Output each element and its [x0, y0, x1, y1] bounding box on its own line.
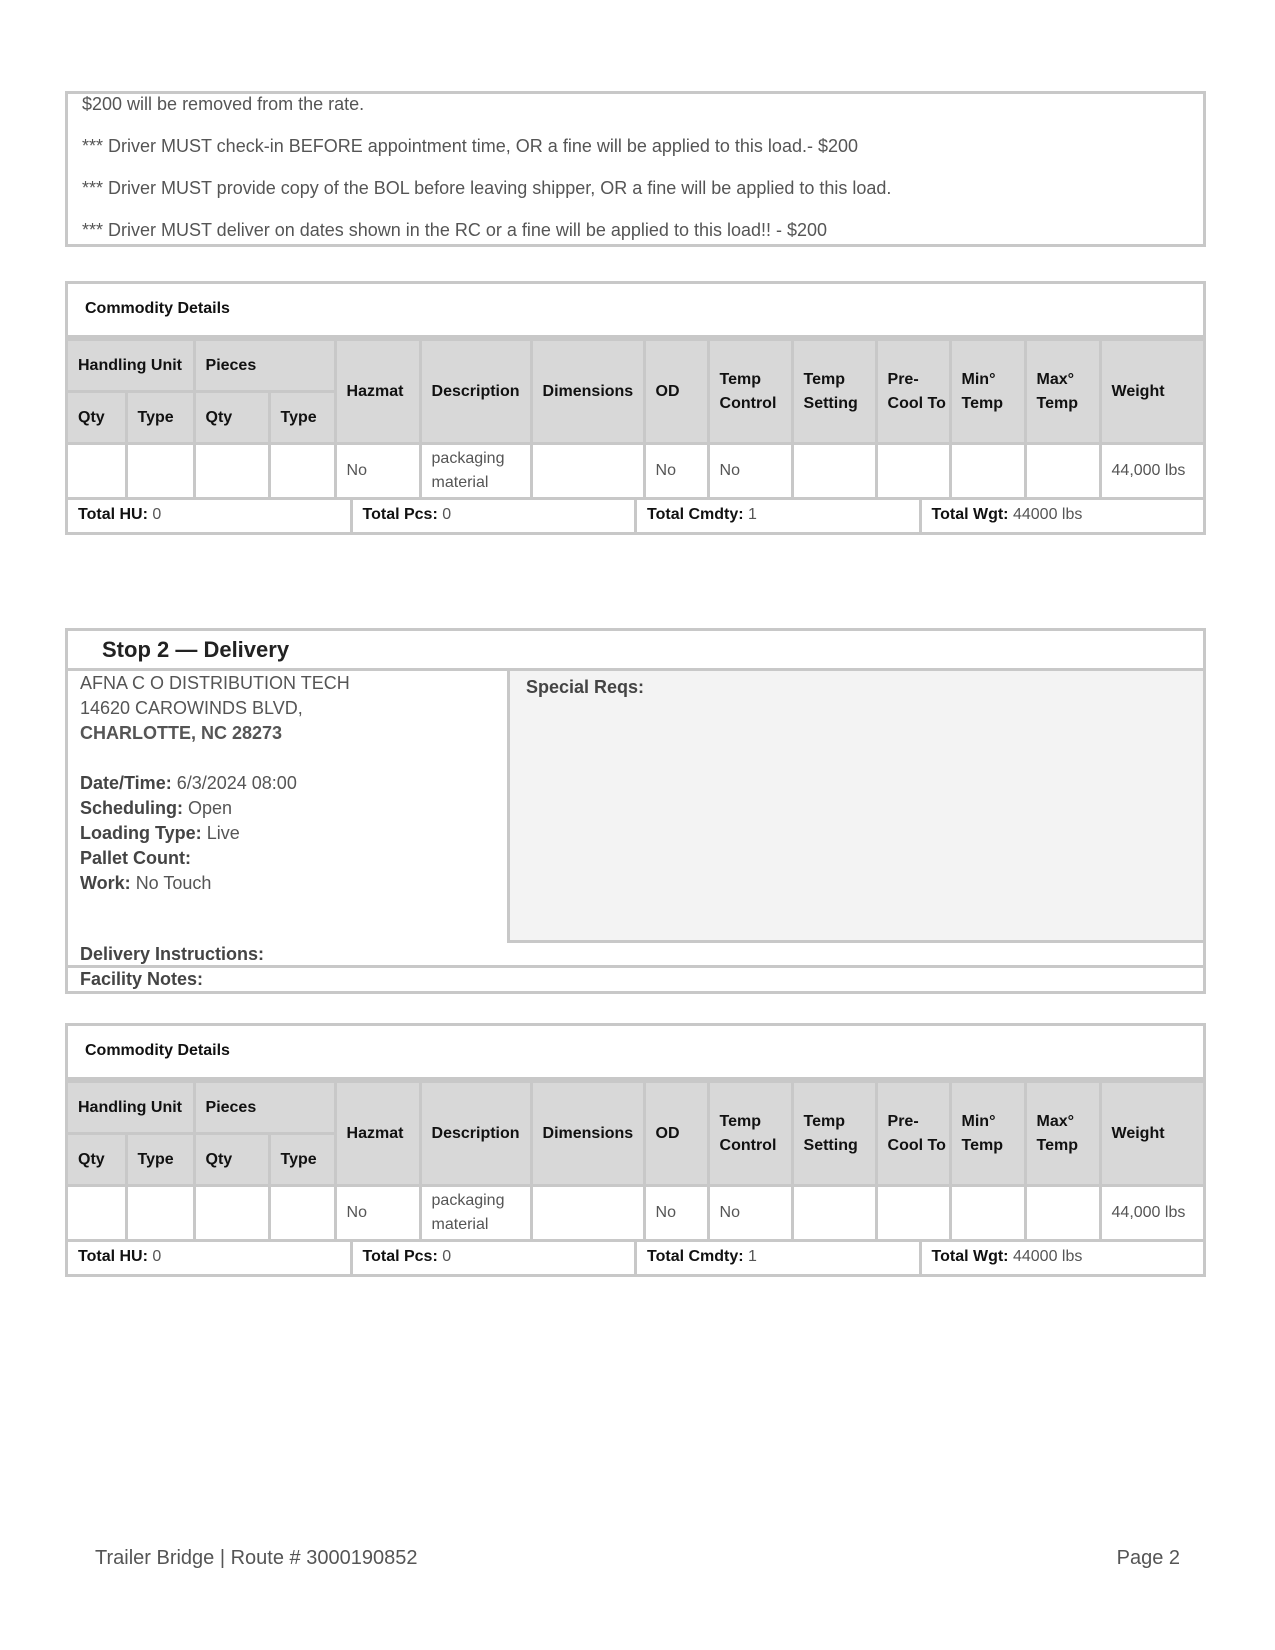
total-pcs: Total Pcs: 0: [350, 500, 635, 532]
header-min-temp: Min° Temp: [950, 1082, 1025, 1186]
commodity-table: [68, 338, 1203, 497]
note-line: *** Driver MUST check-in BEFORE appointment time, OR a fine will be applied to this load.- $200: [82, 136, 859, 156]
special-reqs-label: Special Reqs:: [526, 677, 645, 697]
note-line: $200 will be removed from the rate.: [82, 94, 365, 114]
header-temp-setting: Temp Setting: [792, 1082, 876, 1186]
totals-row: [68, 497, 1203, 532]
cell-max-temp: [1025, 1186, 1100, 1240]
cell-min-temp: [950, 1186, 1025, 1240]
cell-temp-setting: [792, 444, 876, 498]
commodity-details-1: [65, 281, 1206, 535]
table-row: [68, 1186, 1203, 1240]
note-line: *** Driver MUST deliver on dates shown in the RC or a fine will be applied to this load!! - $200: [82, 220, 828, 240]
header-pc-qty: Qty: [194, 392, 269, 444]
header-dimensions: Dimensions: [531, 340, 644, 444]
cell-hu-qty: [68, 1186, 126, 1240]
street-address: 14620 CAROWINDS BLVD,: [80, 698, 303, 718]
header-description: Description: [420, 340, 531, 444]
header-pc-type: Type: [269, 392, 335, 444]
city-state-zip: CHARLOTTE, NC 28273: [80, 723, 283, 743]
header-pieces: Pieces: [194, 340, 335, 392]
header-pieces: Pieces: [194, 1082, 335, 1134]
header-min-temp: Min° Temp: [950, 340, 1025, 444]
pallet-count-field: Pallet Count:: [80, 848, 191, 868]
spacer: [80, 746, 507, 771]
commodity-title: Commodity Details: [68, 284, 1203, 338]
facility-notes-label: Facility Notes:: [80, 969, 204, 989]
total-cmdty: Total Cmdty: 1: [634, 1242, 919, 1274]
table-row: [68, 444, 1203, 498]
cell-temp-control: No: [708, 1186, 792, 1240]
cell-min-temp: [950, 444, 1025, 498]
header-temp-control: Temp Control: [708, 1082, 792, 1186]
header-hu-qty: Qty: [68, 392, 126, 444]
cell-pc-qty: [194, 1186, 269, 1240]
header-temp-control: Temp Control: [708, 340, 792, 444]
cell-hazmat: No: [335, 1186, 420, 1240]
commodity-title: Commodity Details: [68, 1026, 1203, 1080]
total-wgt: Total Wgt: 44000 lbs: [919, 500, 1204, 532]
header-hu-type: Type: [126, 1134, 194, 1186]
cell-hu-qty: [68, 444, 126, 498]
header-handling-unit: Handling Unit: [68, 340, 194, 392]
cell-pc-qty: [194, 444, 269, 498]
cell-pre-cool: [876, 444, 950, 498]
stop-title: Stop 2 — Delivery: [68, 631, 1203, 671]
header-hu-type: Type: [126, 392, 194, 444]
cell-temp-control: No: [708, 444, 792, 498]
cell-temp-setting: [792, 1186, 876, 1240]
total-wgt: Total Wgt: 44000 lbs: [919, 1242, 1204, 1274]
facility-name: AFNA C O DISTRIBUTION TECH: [80, 673, 350, 693]
work-field: Work: No Touch: [80, 873, 212, 893]
total-cmdty: Total Cmdty: 1: [634, 500, 919, 532]
cell-od: No: [644, 444, 708, 498]
header-max-temp: Max° Temp: [1025, 1082, 1100, 1186]
datetime-field: Date/Time: 6/3/2024 08:00: [80, 773, 297, 793]
header-dimensions: Dimensions: [531, 1082, 644, 1186]
commodity-details-2: [65, 1023, 1206, 1277]
cell-description: packaging material: [420, 444, 531, 498]
commodity-table: [68, 1080, 1203, 1239]
header-hu-qty: Qty: [68, 1134, 126, 1186]
note-line: *** Driver MUST provide copy of the BOL before leaving shipper, OR a fine will be applied to this load.: [82, 178, 892, 198]
header-hazmat: Hazmat: [335, 1082, 420, 1186]
cell-pre-cool: [876, 1186, 950, 1240]
header-weight: Weight: [1100, 340, 1203, 444]
cell-pc-type: [269, 1186, 335, 1240]
delivery-instructions-label: Delivery Instructions:: [68, 943, 1203, 968]
header-pc-qty: Qty: [194, 1134, 269, 1186]
cell-description: packaging material: [420, 1186, 531, 1240]
loading-type-field: Loading Type: Live: [80, 823, 240, 843]
cell-dimensions: [531, 1186, 644, 1240]
header-od: OD: [644, 340, 708, 444]
header-pre-cool: Pre-Cool To: [876, 340, 950, 444]
header-weight: Weight: [1100, 1082, 1203, 1186]
total-hu: Total HU: 0: [78, 506, 162, 523]
cell-pc-type: [269, 444, 335, 498]
special-reqs-panel: [510, 671, 1203, 943]
header-handling-unit: Handling Unit: [68, 1082, 194, 1134]
cell-hazmat: No: [335, 444, 420, 498]
totals-row: [68, 1239, 1203, 1274]
header-temp-setting: Temp Setting: [792, 340, 876, 444]
stop-address-block: [68, 671, 510, 943]
notes-box: [65, 91, 1206, 247]
header-description: Description: [420, 1082, 531, 1186]
header-hazmat: Hazmat: [335, 340, 420, 444]
header-pre-cool: Pre-Cool To: [876, 1082, 950, 1186]
cell-hu-type: [126, 444, 194, 498]
cell-weight: 44,000 lbs: [1100, 1186, 1203, 1240]
cell-weight: 44,000 lbs: [1100, 444, 1203, 498]
cell-hu-type: [126, 1186, 194, 1240]
total-hu: Total HU: 0: [78, 1248, 162, 1265]
header-pc-type: Type: [269, 1134, 335, 1186]
scheduling-field: Scheduling: Open: [80, 798, 233, 818]
footer-page-number: Page 2: [1116, 1547, 1180, 1569]
header-max-temp: Max° Temp: [1025, 340, 1100, 444]
stop-2-delivery: [65, 628, 1206, 994]
footer-route: Trailer Bridge | Route # 3000190852: [95, 1547, 418, 1569]
cell-od: No: [644, 1186, 708, 1240]
total-pcs: Total Pcs: 0: [350, 1242, 635, 1274]
header-od: OD: [644, 1082, 708, 1186]
cell-dimensions: [531, 444, 644, 498]
cell-max-temp: [1025, 444, 1100, 498]
